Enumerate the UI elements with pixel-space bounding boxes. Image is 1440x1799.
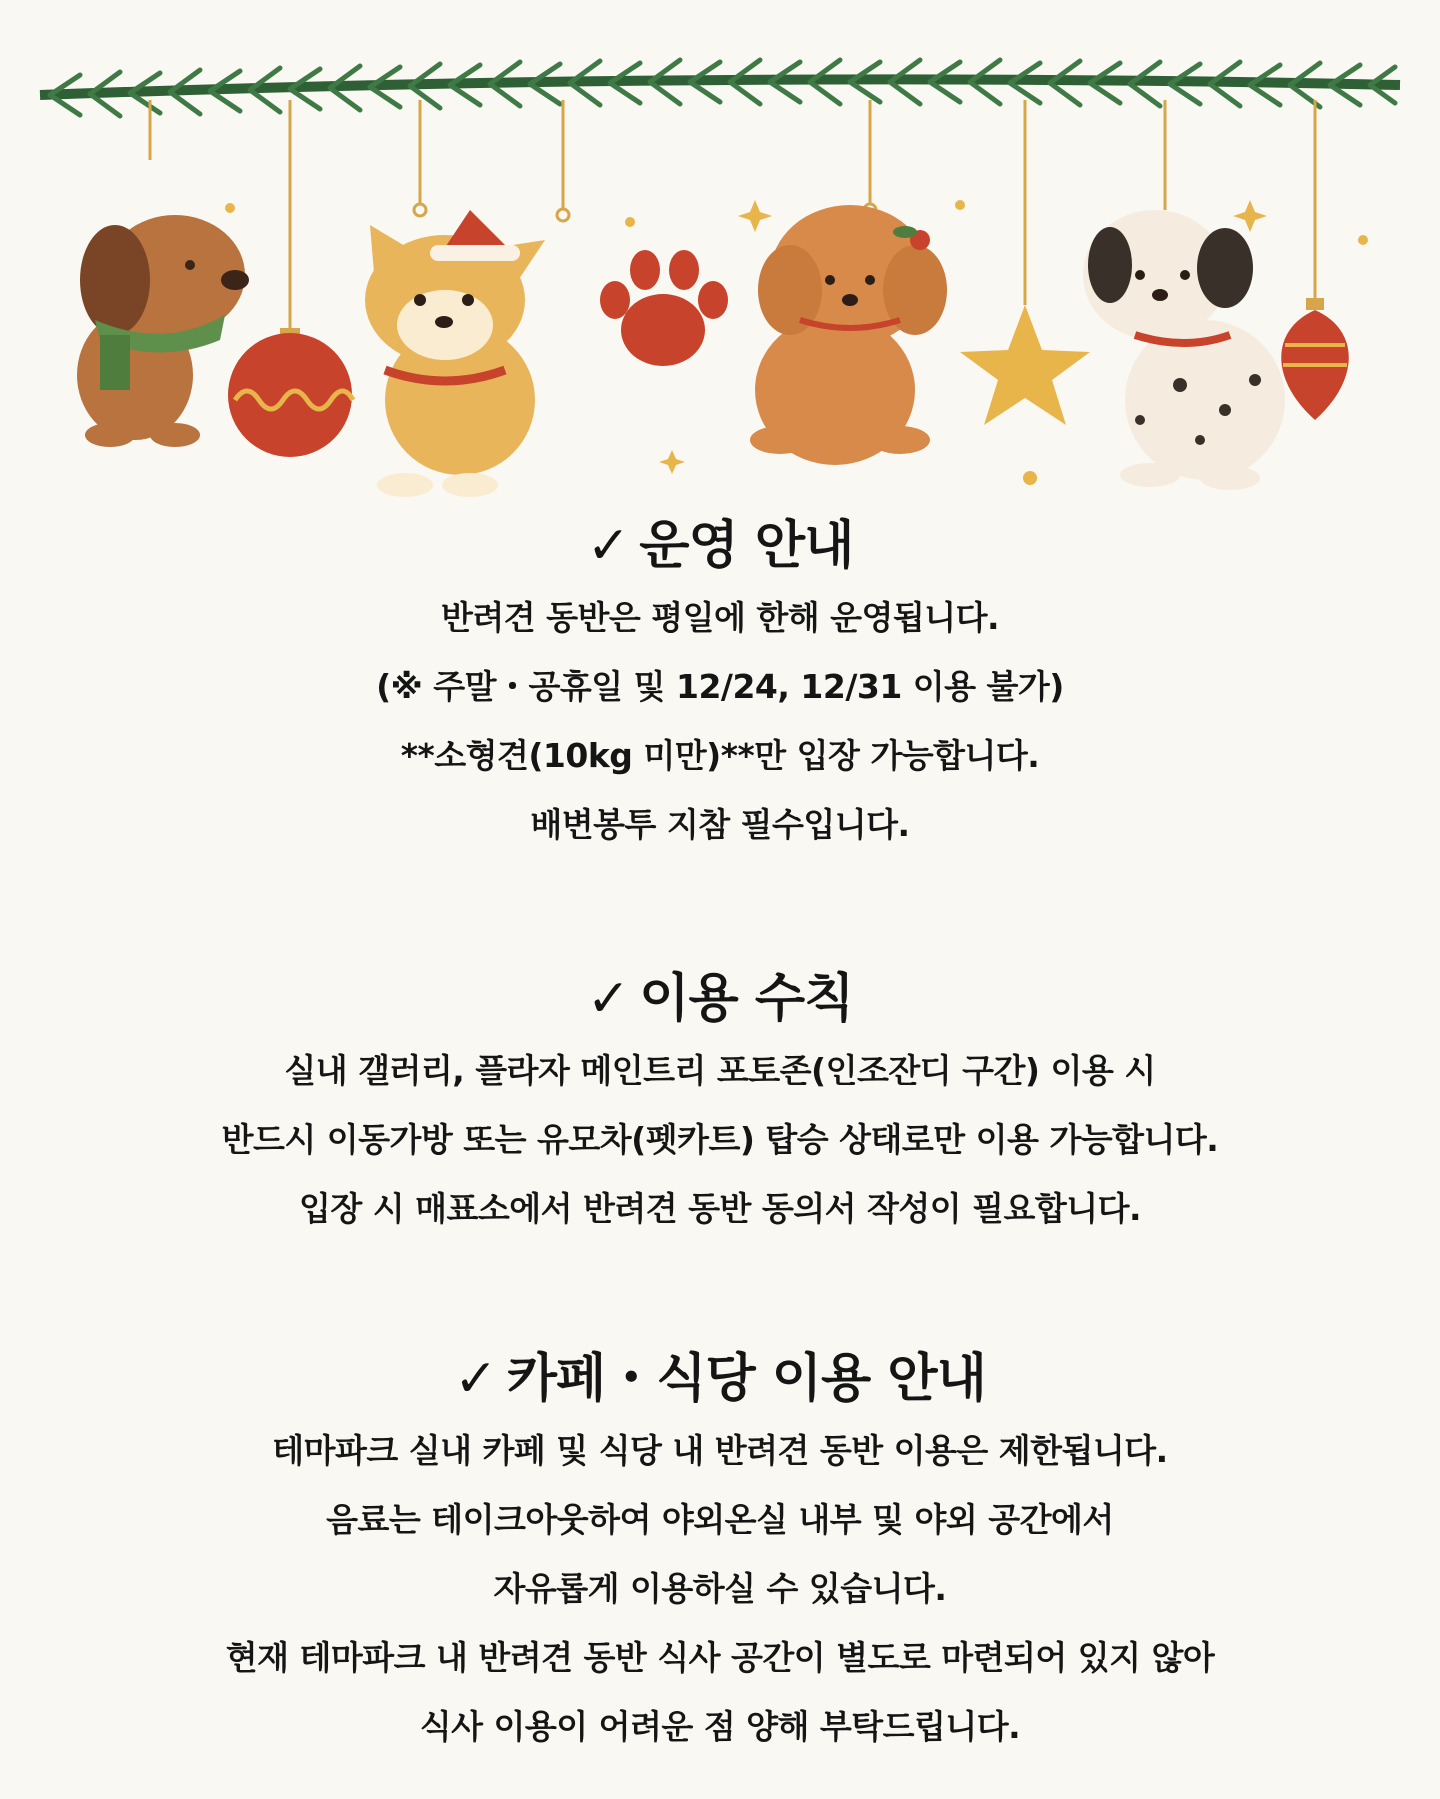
checkmark-icon: ✓ (586, 969, 630, 1029)
body-line: (※ 주말・공휴일 및 12/24, 12/31 이용 불가) (376, 667, 1064, 706)
body-line: 음료는 테이크아웃하여 야외온실 내부 및 야외 공간에서 (326, 1500, 1114, 1539)
body-line: 테마파크 실내 카페 및 식당 내 반려견 동반 이용은 제한됩니다. (272, 1431, 1168, 1470)
body-line: **소형견(10kg 미만)**만 입장 가능합니다. (400, 736, 1040, 775)
dalmatian-dog-illustration (1083, 210, 1285, 490)
checkmark-icon: ✓ (586, 516, 630, 576)
body-line: 배변봉투 지참 필수입니다. (530, 805, 910, 844)
christmas-dog-banner (0, 0, 1440, 500)
heading-text: 이용 수칙 (639, 969, 854, 1029)
shiba-dog-illustration (365, 210, 545, 497)
body-line: 식사 이용이 어려운 점 양해 부탁드립니다. (419, 1707, 1021, 1746)
star-ornament (960, 305, 1090, 425)
body-line: 실내 갤러리, 플라자 메인트리 포토존(인조잔디 구간) 이용 시 (284, 1051, 1156, 1090)
red-drop-ornament (1281, 298, 1349, 420)
cafe-restaurant-section (0, 1348, 1440, 1761)
heading-text: 운영 안내 (639, 516, 854, 576)
red-ball-ornament (228, 328, 353, 457)
paw-print-icon (600, 250, 728, 366)
operation-info-section (0, 515, 1440, 859)
usage-rules-section (0, 968, 1440, 1243)
poodle-dog-illustration (750, 205, 947, 465)
body-line: 반려견 동반은 평일에 한해 운영됩니다. (440, 598, 1000, 637)
dachshund-dog-illustration (77, 215, 249, 447)
section-heading (0, 1348, 1440, 1410)
body-line: 현재 테마파크 내 반려견 동반 식사 공간이 별도로 마련되어 있지 않아 (225, 1638, 1215, 1677)
section-heading (0, 515, 1440, 577)
section-heading (0, 968, 1440, 1030)
heading-text: 카페・식당 이용 안내 (506, 1349, 986, 1409)
pine-garland (40, 60, 1400, 116)
body-line: 반드시 이동가방 또는 유모차(펫카트) 탑승 상태로만 이용 가능합니다. (221, 1120, 1219, 1159)
body-line: 자유롭게 이용하실 수 있습니다. (493, 1569, 947, 1608)
body-line: 입장 시 매표소에서 반려견 동반 동의서 작성이 필요합니다. (298, 1189, 1142, 1228)
checkmark-icon: ✓ (454, 1349, 497, 1409)
